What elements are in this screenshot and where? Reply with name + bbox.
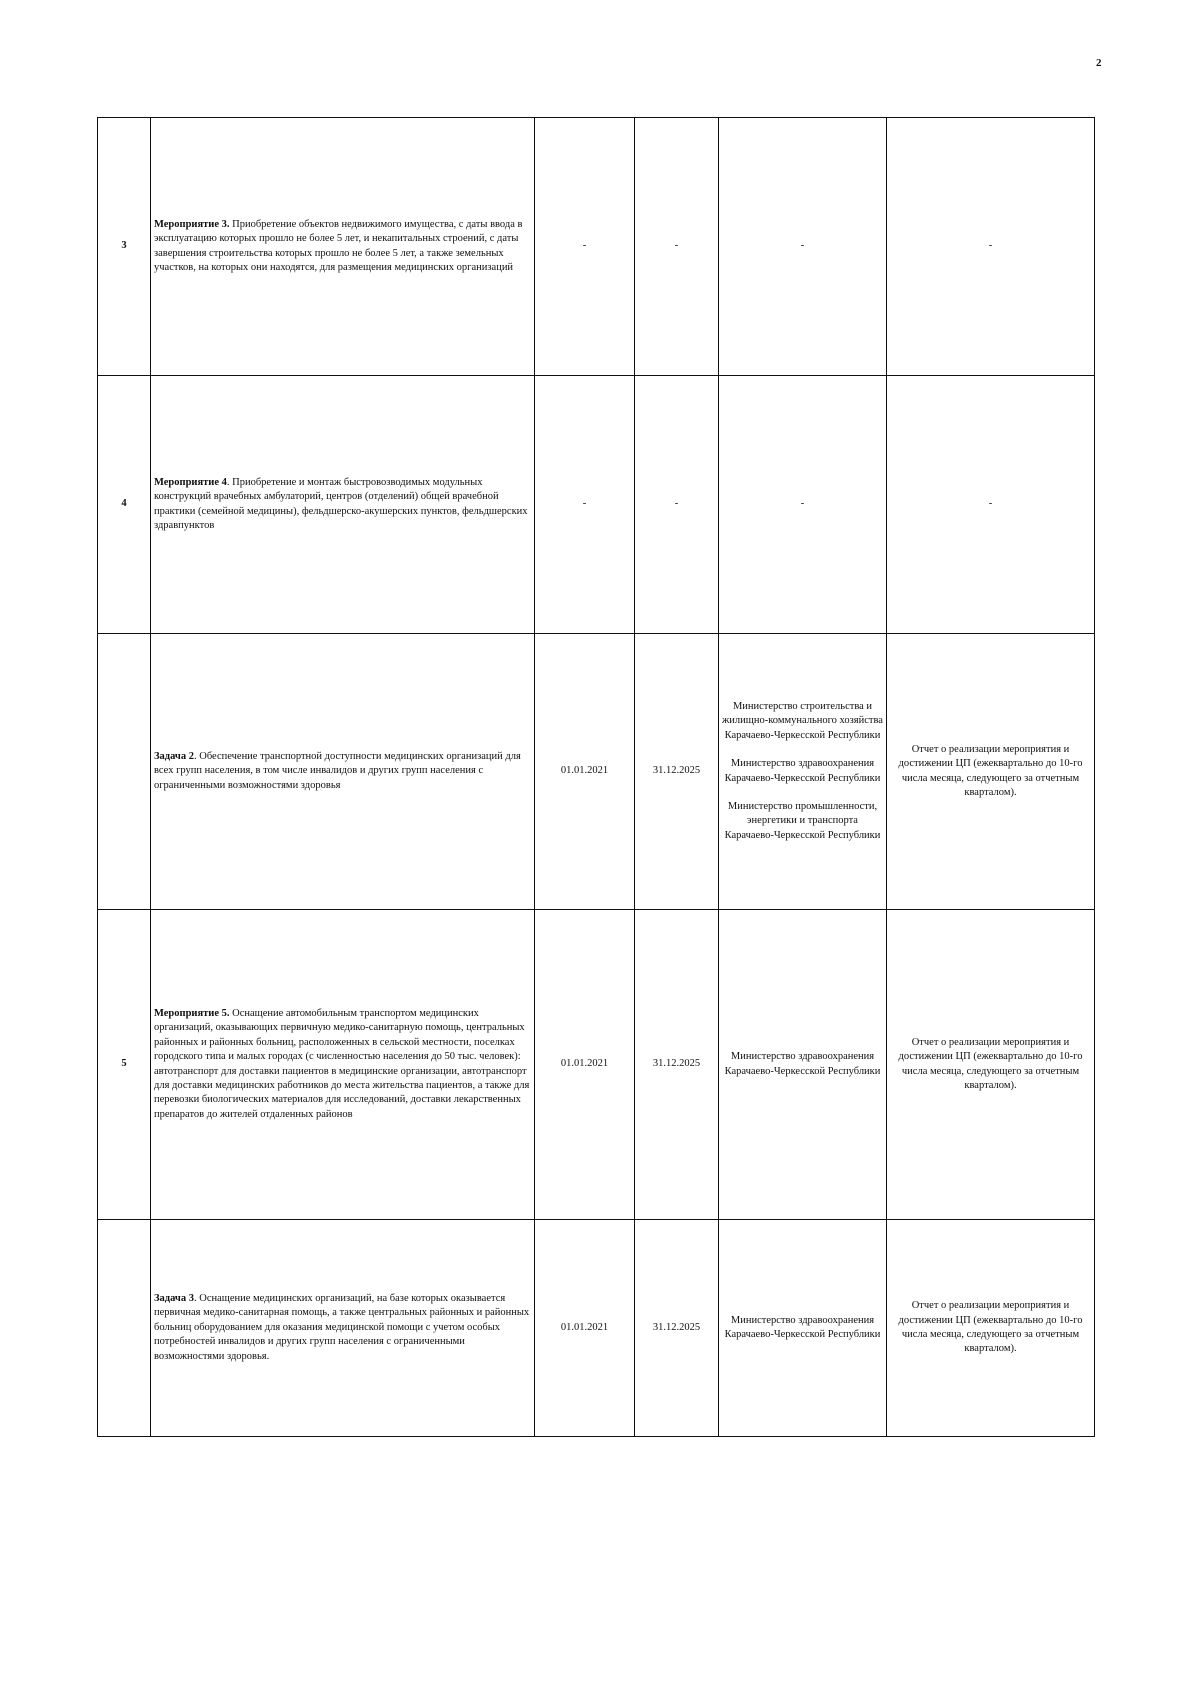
activity-description <box>151 910 535 1220</box>
activity-text: Оснащение автомобильным транспортом медицинских организаций, оказывающих первичную медико-санитарную помощь, центральных районных и районных больниц, расположенных в сельской местности, поселках городского типа и малых городах (с численностью населения до 50 тыс. человек): автотранспорт для доставки пациентов в медицинские организации, автотранспорт для доставки медицинских работников до места жительства пациентов, а также для перевозки биологических материалов для исследований, доставки лекарственных препаратов до жителей отдаленных районов <box>154 1007 530 1120</box>
start-date: 01.01.2021 <box>535 1220 635 1437</box>
responsible-executor: Министерство строительства и жилищно-коммунального хозяйства Карачаево-Черкесской Республики <box>722 700 883 741</box>
task-description <box>151 634 535 910</box>
report-form: Отчет о реализации мероприятия и достижении ЦП (ежеквартально до 10-го числа месяца, следующего за отчетным кварталом). <box>887 1220 1095 1437</box>
report-form: Отчет о реализации мероприятия и достижении ЦП (ежеквартально до 10-го числа месяца, следующего за отчетным кварталом). <box>887 634 1095 910</box>
end-date: 31.12.2025 <box>635 1220 719 1437</box>
responsible-executors <box>719 376 887 634</box>
start-date: - <box>535 118 635 376</box>
row-number: 5 <box>98 910 151 1220</box>
activity-description <box>151 376 535 634</box>
responsible-executor: - <box>800 498 805 510</box>
activity-label: Мероприятие 4 <box>154 476 227 488</box>
responsible-executor: Министерство промышленности, энергетики и транспорта Карачаево-Черкесской Республики <box>724 800 881 841</box>
responsible-executors <box>719 118 887 376</box>
table-row <box>98 634 1095 910</box>
report-form: Отчет о реализации мероприятия и достижении ЦП (ежеквартально до 10-го числа месяца, следующего за отчетным кварталом). <box>887 910 1095 1220</box>
row-number <box>98 634 151 910</box>
activity-description <box>151 118 535 376</box>
table-row <box>98 1220 1095 1437</box>
report-form: - <box>887 376 1095 634</box>
activity-text: . Приобретение и монтаж быстровозводимых модульных конструкций врачебных амбулаторий, центров (отделений) общей врачебной практики (семейной медицины), фельдшерско-акушерских пунктов, фельдшерских здравпунктов <box>154 476 528 531</box>
task-text: . Обеспечение транспортной доступности медицинских организаций для всех групп населения, в том числе инвалидов и других групп населения с ограниченными возможностями здоровья <box>154 750 521 791</box>
activity-label: Мероприятие 5. <box>154 1007 230 1019</box>
start-date: 01.01.2021 <box>535 910 635 1220</box>
end-date: 31.12.2025 <box>635 634 719 910</box>
table-row <box>98 376 1095 634</box>
end-date: 31.12.2025 <box>635 910 719 1220</box>
task-label: Задача 2 <box>154 750 194 762</box>
row-number: 4 <box>98 376 151 634</box>
row-number: 3 <box>98 118 151 376</box>
responsible-executor: Министерство здравоохранения Карачаево-Черкесской Республики <box>724 758 881 784</box>
start-date: 01.01.2021 <box>535 634 635 910</box>
report-form: - <box>887 118 1095 376</box>
task-text: . Оснащение медицинских организаций, на базе которых оказывается первичная медико-санитарная помощь, а также центральных районных и районных больниц оборудованием для оказания медицинской помощи с учетом особых потребностей инвалидов и других групп населения с ограниченными возможностями здоровья. <box>154 1292 530 1362</box>
activity-label: Мероприятие 3. <box>154 218 230 230</box>
table-row <box>98 910 1095 1220</box>
row-number <box>98 1220 151 1437</box>
responsible-executor: Министерство здравоохранения Карачаево-Черкесской Республики <box>724 1314 881 1340</box>
activities-table <box>97 117 1095 1437</box>
responsible-executors <box>719 910 887 1220</box>
activity-text: Приобретение объектов недвижимого имущества, с даты ввода в эксплуатацию которых прошло не более 5 лет, и некапитальных строений, с даты завершения строительства которых прошло не более 5 лет, а также земельных участков, на которых они находятся, для размещения медицинских организаций <box>154 218 523 273</box>
responsible-executors <box>719 634 887 910</box>
table-row <box>98 118 1095 376</box>
end-date: - <box>635 376 719 634</box>
end-date: - <box>635 118 719 376</box>
page-number: 2 <box>1096 57 1102 69</box>
responsible-executor: Министерство здравоохранения Карачаево-Черкесской Республики <box>724 1051 881 1077</box>
responsible-executor: - <box>800 240 805 252</box>
task-description <box>151 1220 535 1437</box>
responsible-executors <box>719 1220 887 1437</box>
start-date: - <box>535 376 635 634</box>
task-label: Задача 3 <box>154 1292 194 1304</box>
